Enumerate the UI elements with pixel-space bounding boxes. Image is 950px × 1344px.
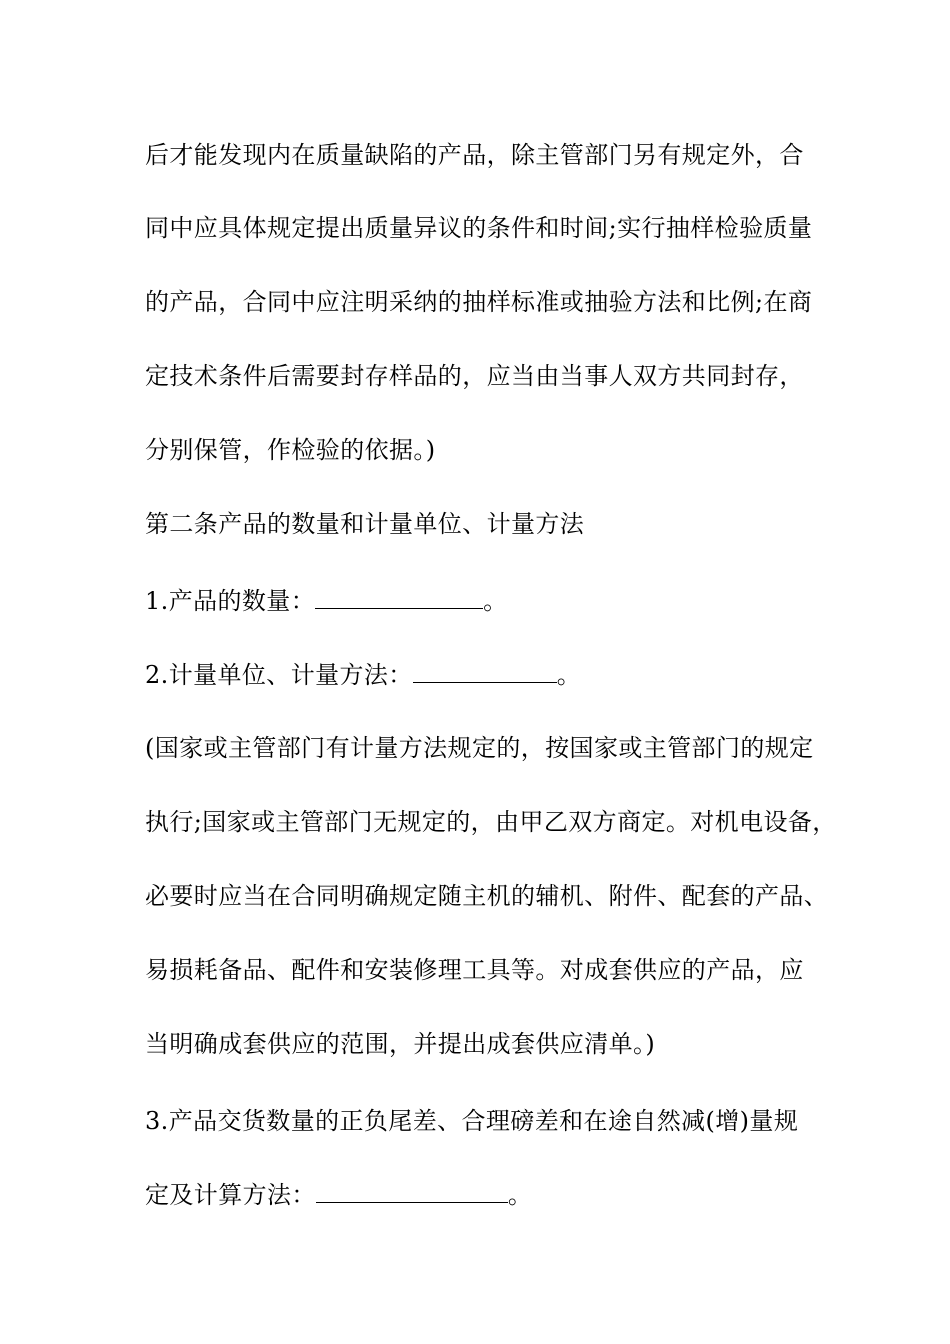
- item-1-label: 1.产品的数量：: [145, 587, 316, 615]
- note-text-line: 执行;国家或主管部门无规定的，由甲乙双方商定。对机电设备，: [145, 808, 837, 836]
- body-text-line: 定技术条件后需要封存样品的，应当由当事人双方共同封存，: [145, 362, 804, 390]
- item-3-blank-field: [316, 1180, 508, 1203]
- item-3-end: 。: [507, 1181, 533, 1209]
- section-heading: 第二条产品的数量和计量单位、计量方法: [145, 510, 585, 538]
- item-1-blank-field: [315, 586, 483, 609]
- note-text-line: 当明确成套供应的范围，并提出成套供应清单。): [145, 1030, 656, 1058]
- body-text-line: 后才能发现内在质量缺陷的产品，除主管部门另有规定外，合: [145, 141, 804, 169]
- note-text-line: 易损耗备品、配件和安装修理工具等。对成套供应的产品，应: [145, 956, 804, 984]
- body-text-line: 分别保管，作检验的依据。): [145, 436, 436, 464]
- item-3: 3.产品交货数量的正负尾差、合理磅差和在途自然减(增)量规: [145, 1107, 799, 1135]
- item-1: [145, 585, 508, 617]
- item-2: [145, 659, 581, 691]
- body-text-line: 的产品，合同中应注明采纳的抽样标准或抽验方法和比例;在商: [145, 288, 813, 316]
- item-3-continued: [145, 1179, 532, 1211]
- item-2-blank-field: [413, 660, 557, 683]
- item-2-end: 。: [556, 661, 582, 689]
- item-1-end: 。: [483, 587, 508, 615]
- note-text-line: (国家或主管部门有计量方法规定的，按国家或主管部门的规定: [145, 734, 814, 762]
- item-2-label: 2.计量单位、计量方法：: [145, 661, 413, 689]
- note-text-line: 必要时应当在合同明确规定随主机的辅机、附件、配套的产品、: [145, 882, 829, 910]
- body-text-line: 同中应具体规定提出质量异议的条件和时间;实行抽样检验质量: [145, 214, 813, 242]
- item-3-label: 定及计算方法：: [145, 1181, 316, 1209]
